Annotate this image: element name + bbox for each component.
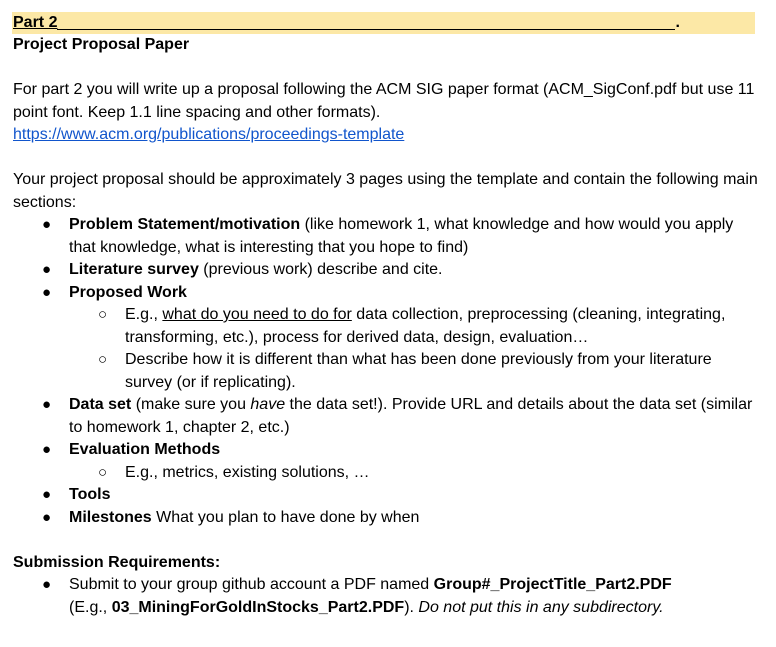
bullet-icon: ● (42, 486, 52, 503)
proposed-title: Proposed Work (69, 283, 187, 301)
submission-text-c: ). (404, 598, 419, 616)
header-rule (57, 12, 675, 30)
submission-list (13, 574, 758, 619)
list-item-evaluation (13, 439, 758, 484)
proposed-sublist (69, 304, 758, 394)
milestones-title: Milestones (69, 508, 152, 526)
hollow-bullet-icon: ○ (98, 463, 108, 481)
template-link[interactable]: https://www.acm.org/publications/proceedings-template (13, 126, 405, 143)
part-label: Part 2 (13, 14, 58, 31)
literature-title: Literature survey (69, 261, 199, 278)
bullet-icon: ● (42, 576, 52, 593)
header-period: . (675, 14, 680, 31)
sublist-item (69, 304, 758, 349)
sections-list (13, 214, 758, 529)
evaluation-sublist (69, 462, 758, 485)
submission-text-b: (E.g., (69, 598, 112, 616)
spacer (13, 147, 758, 170)
part-header (12, 12, 755, 34)
list-item-literature (13, 259, 758, 282)
submission-example: 03_MiningForGoldInStocks_Part2.PDF (111, 598, 405, 616)
list-item-proposed (13, 282, 758, 395)
bullet-icon: ● (42, 396, 52, 413)
hollow-bullet-icon: ○ (98, 306, 108, 323)
sections-lead: Your project proposal should be approximately 3 pages using the template and contain the following main sections: (13, 171, 758, 211)
submission-title: Submission Requirements: (13, 553, 221, 571)
problem-title: Problem Statement/motivation (69, 216, 301, 233)
dataset-title: Data set (69, 396, 132, 413)
list-item-problem (13, 214, 758, 259)
submission-text-a: Submit to your group github account a PDF named (69, 576, 434, 593)
list-item-milestones (13, 507, 758, 530)
dataset-text-italic: have (250, 396, 286, 413)
problem-text: (like homework 1, what knowledge and how would you apply that knowledge, what is interesting that you hope to find) (69, 216, 734, 256)
list-item-tools (13, 484, 758, 507)
tools-title: Tools (69, 486, 111, 503)
sublist-item (69, 349, 758, 394)
proposed-sub1-prefix: E.g., (125, 306, 163, 323)
proposed-sub1-text: data collection, preprocessing (cleaning, integrating, transforming, etc.), process for derived data, design, evaluation… (125, 306, 726, 346)
hollow-bullet-icon: ○ (98, 351, 108, 368)
bullet-icon: ● (42, 508, 52, 526)
spacer (13, 57, 758, 80)
intro-paragraph: For part 2 you will write up a proposal following the ACM SIG paper format (ACM_SigConf.pdf but use 11 point font. Keep 1.1 line spacing and other formats). (13, 81, 755, 121)
proposed-sub1-underlined: what do you need to do for (162, 306, 352, 323)
proposed-sub2-text: Describe how it is different than what has been done previously from your literature survey (or if replicating). (125, 351, 712, 391)
submission-filename: Group#_ProjectTitle_Part2.PDF (433, 576, 672, 593)
milestones-text: What you plan to have done by when (151, 508, 420, 526)
sublist-item (69, 462, 758, 485)
spacer (13, 529, 758, 552)
list-item-dataset (13, 394, 758, 439)
dataset-text-a: (make sure you (131, 396, 251, 413)
literature-text: (previous work) describe and cite. (198, 261, 443, 278)
bullet-icon: ● (42, 283, 52, 301)
bullet-icon: ● (42, 261, 52, 278)
bullet-icon: ● (42, 441, 52, 458)
evaluation-title: Evaluation Methods (69, 441, 221, 458)
evaluation-sub1-text: E.g., metrics, existing solutions, … (125, 463, 370, 481)
submission-note: Do not put this in any subdirectory. (418, 598, 664, 616)
list-item-submission (13, 574, 758, 619)
document-page (13, 12, 758, 619)
bullet-icon: ● (42, 216, 52, 233)
dataset-text-b: the data set!). Provide URL and details about the data set (similar to homework 1, chapter 2, etc.) (69, 396, 753, 436)
page-title: Project Proposal Paper (13, 36, 190, 53)
